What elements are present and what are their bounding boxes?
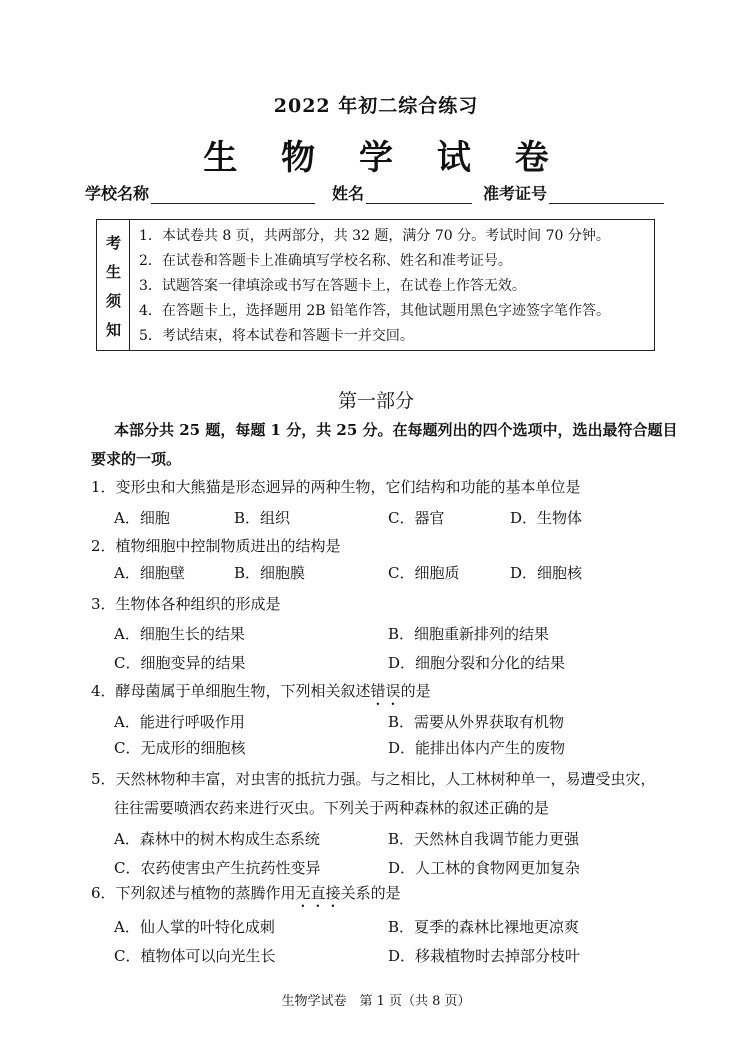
option-a: A．森林中的树木构成生态系统 [114, 830, 320, 848]
question-stem [91, 677, 431, 706]
part-one-instructions [91, 416, 678, 474]
option-a: A．细胞 [114, 509, 170, 527]
candidate-notice-box [96, 219, 655, 351]
question-stem: 2．植物细胞中控制物质进出的结构是 [91, 537, 341, 555]
name-blank [366, 186, 472, 204]
stem-text: 的是 [400, 682, 431, 700]
notice-items [139, 224, 610, 349]
option-d: D．生物体 [510, 509, 583, 527]
page-footer: 生物学试卷 第 1 页（共 8 页） [281, 994, 471, 1009]
option-a: A．仙人掌的叶特化成刺 [114, 918, 275, 936]
stem-text: 6．下列叙述与植物的蒸腾作用 [91, 884, 296, 902]
notice-item: 4．在答题卡上，选择题用 2B 铅笔作答，其他试题用黑色字迹签字笔作答。 [139, 303, 611, 319]
option-b: B．夏季的森林比裸地更凉爽 [388, 918, 580, 936]
exam-id-blank [549, 186, 664, 204]
notice-heading [97, 220, 130, 350]
notice-heading-char: 生 [105, 263, 121, 281]
question-3 [91, 590, 281, 619]
question-4 [91, 677, 431, 706]
notice-item: 5．考试结束，将本试卷和答题卡一并交回。 [139, 328, 414, 344]
option-c: C．细胞变异的结果 [114, 654, 246, 672]
part-one-title: 第一部分 [337, 390, 414, 412]
option-b: B．天然林自我调节能力更强 [388, 830, 580, 848]
option-d: D．人工林的食物网更加复杂 [388, 859, 581, 877]
option-d: D．移栽植物时去掉部分枝叶 [388, 947, 581, 965]
school-field [85, 181, 315, 204]
name-label: 姓名 [332, 184, 365, 203]
option-c: C．农药使害虫产生抗药性变异 [114, 859, 321, 877]
stem-emphasis: 错误 [370, 682, 401, 700]
question-5 [91, 765, 656, 823]
stem-text: 4．酵母菌属于单细胞生物，下列相关叙述 [91, 682, 371, 700]
stem-emphasis: 无直接 [295, 884, 341, 902]
notice-item: 3．试题答案一律填涂或书写在答题卡上，在试卷上作答无效。 [139, 278, 526, 294]
option-b: B．需要从外界获取有机物 [388, 713, 565, 731]
student-info-row [85, 181, 675, 207]
stem-text: 关系的是 [340, 884, 401, 902]
option-c: C．细胞质 [388, 564, 460, 582]
option-c: C．植物体可以向光生长 [114, 947, 276, 965]
question-stem [91, 879, 401, 908]
option-a: A．细胞壁 [114, 564, 185, 582]
instructions-line: 要求的一项。 [91, 450, 182, 468]
question-stem: 5．天然林物种丰富，对虫害的抵抗力强。与之相比，人工林树种单一，易遭受虫灾， [91, 770, 656, 788]
option-b: B．组织 [234, 509, 291, 527]
option-a: A．能进行呼吸作用 [114, 713, 245, 731]
option-d: D．能排出体内产生的废物 [388, 739, 566, 757]
notice-item: 1．本试卷共 8 页，共两部分，共 32 题，满分 70 分。考试时间 70 分钟。 [139, 228, 610, 244]
notice-item: 2．在试卷和答题卡上准确填写学校名称、姓名和准考证号。 [139, 253, 512, 269]
option-b: B．细胞重新排列的结果 [388, 625, 550, 643]
question-stem-line2: 往往需要喷洒农药来进行灭虫。下列关于两种森林的叙述正确的是 [114, 799, 550, 817]
exam-id-label: 准考证号 [483, 184, 548, 203]
school-label: 学校名称 [85, 184, 150, 203]
option-b: B．细胞膜 [234, 564, 306, 582]
option-c: C．无成形的细胞核 [114, 739, 246, 757]
option-d: D．细胞核 [510, 564, 583, 582]
question-2 [91, 532, 341, 561]
option-d: D．细胞分裂和分化的结果 [388, 654, 566, 672]
question-6 [91, 879, 401, 908]
option-a: A．细胞生长的结果 [114, 625, 245, 643]
notice-heading-char: 知 [105, 321, 121, 339]
option-c: C．器官 [388, 509, 445, 527]
exam-year-title: 2022 年初二综合练习 [273, 95, 479, 117]
instructions-line: 本部分共 25 题，每题 1 分，共 25 分。在每题列出的四个选项中，选出最符合题目 [114, 421, 678, 439]
name-field [332, 181, 472, 204]
exam-subject-title: 生 物 学 试 卷 [203, 138, 565, 178]
question-stem: 1．变形虫和大熊猫是形态迥异的两种生物，它们结构和功能的基本单位是 [91, 478, 581, 496]
question-stem: 3．生物体各种组织的形成是 [91, 595, 281, 613]
notice-heading-char: 须 [105, 292, 121, 310]
school-blank [151, 186, 315, 204]
exam-id-field [483, 181, 664, 204]
question-1 [91, 473, 581, 502]
notice-heading-char: 考 [105, 234, 121, 252]
